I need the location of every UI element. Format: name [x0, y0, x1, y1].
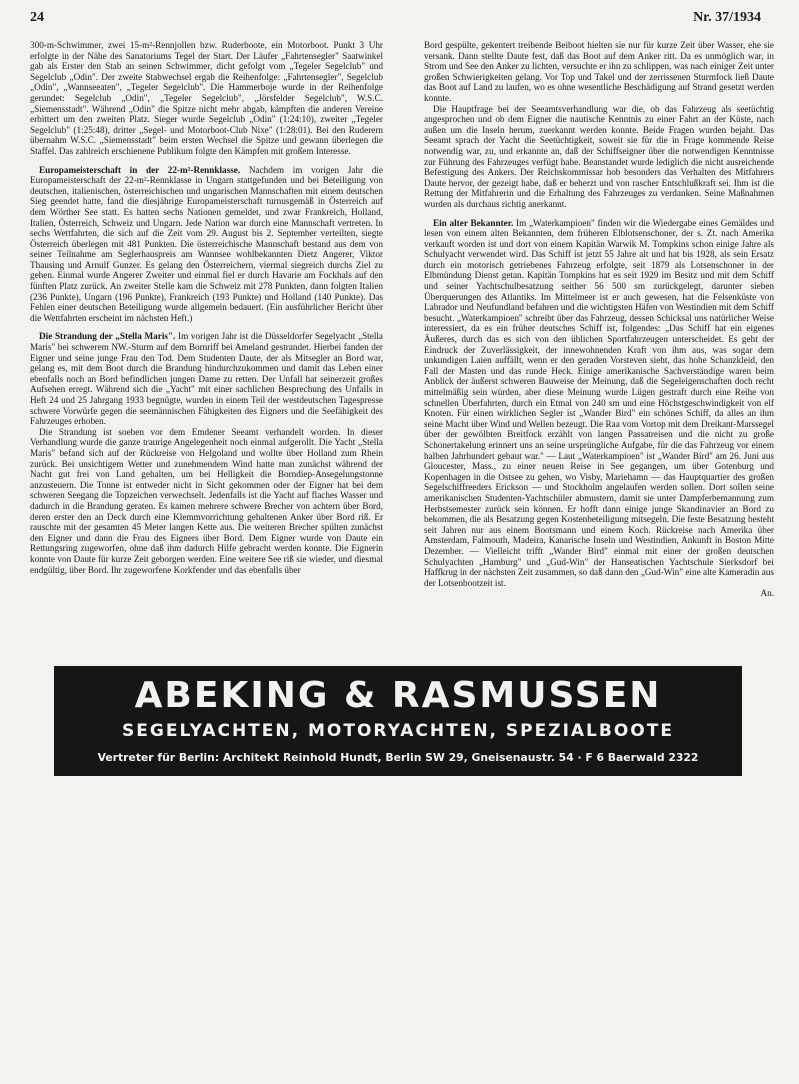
page-header	[30, 8, 761, 30]
section-text: Im vorigen Jahr ist die Düsseldorfer Segelyacht „Stella Maris" bei schwerem NW.-Sturm auf dem Bornriff bei Ameland gestrandet. Hierbei fanden der Eigner und seine junge Frau den Tod. Dem Studenten Daute, der als Mitsegler an Bord war, gelang es, mit dem Boot durch die Brandung hindurchzukommen und damit das Leben einer ebenfalls noch an Bord befindlichen jungen Dame zu retten. Der Unfall hat seinerzeit großes Aufsehen erregt. Während sich die „Yacht" mit einer sachlichen Besprechung des Unfalls in Heft 24 und 25 Jahrgang 1933 begnügte, wurden in einem Teil der westdeutschen Tagespresse schwere Vorwürfe gegen die seemännischen Fähigkeiten des Eigners und die Seefähigkeit des Fahrzeuges erhoben.	[30, 331, 383, 427]
section-text: Im „Waterkampioen" finden wir die Wiedergabe eines Gemäldes und lesen von einem alten Bekannten, dem früheren Elblotsenschoner, der s. Zt. nach Amerika verkauft worden ist und dort von einem Kapitän Warwik M. Tompkins schon einige Jahre als Schulyacht verwendet wird. Das Schiff ist jetzt 55 Jahre alt und hat bis 1928, als sein Ersatz durch ein motorisch getriebenes Fahrzeug erfolgte, seit 1879 als Lotsenschoner in der Elbmündung Dienst getan. Kapitän Tompkins hat es seit 1929 im Besitz und mit dem Schiff und seiner Yachtschulbesatzung seither 56 500 sm zurückgelegt, darunter sieben Überquerungen des Atlantiks. Im Mittelmeer ist er auch gewesen, hat die Felsenküste von Labrador und Neufundland befahren und die wichtigsten Häfen von Westindien mit dem Schiff besucht. „Waterkampioen" schreibt über das Fahrzeug, dessen Schicksal uns natürlicher Weise interessiert, da es ein früher deutsches Schiff ist, folgendes: „Das Schiff hat ein eigenes Äußeres, durch das es sich von den üblichen Sportfahrzeugen unterscheidet. Es geht der Eindruck der Zuverlässigkeit, der innewohnenden Kraft von ihm aus, was sogar dem unkundigen Laien auffällt, wenn er den geraden Vorsteven sieht, das hohe Schanzkleid, den Fall der Masten und das runde Heck. Einige amerikanische Sachverständige waren beim Anblick der äußerst schweren Bauweise der Meinung, daß die Segeleigenschaften doch recht mittelmäßig sein würden, aber diese Meinung wurde Lügen gestraft durch eine Reihe von schnellen Überfahrten, durch ein Etmal von 240 sm und eine Höchstgeschwindigkeit von elf Knoten. Für einen wirklichen Segler ist „Wander Bird" ein schönes Schiff, da alles an ihm seine Macht über Wind und Wellen bezeugt. Die Raa vom Vortop mit dem Dreikant-Marssegel über der gewölbten Breitfock erzählt von langen Passatreisen und die nicht zu große Schonertakelung erinnert uns an seine ursprüngliche Aufgabe, für die das Fahrzeug vor einem halben Jahrhundert gebaut war." — Laut „Waterkampioen" ist „Wander Bird" am 26. Juni aus Gloucester, Mass., zu einer neuen Reise in See gegangen, um über Gotenburg und Kopenhagen in die Ostsee zu gehen, wo Visby, Mariehamn — das Hauptquartier des großen Segelschiffreeders Erickson — und Stockholm angelaufen werden sollen. Dort sollen seine amerikanischen Studenten-Yachtschüler abmustern, damit sie unter Dampferbemannung zum Herbstsemester zurück sein können. Er hofft dann einige junge Skandinavier an Bord zu bekommen, die als Besatzung gegen Kostenbeteiligung mitsegeln. Die feste Besatzung besteht seit Jahren nur aus einem Bootsmann und einem Koch. Rückreise nach Amerika über Amsterdam, Falmouth, Madeira, Kanarische Inseln und Westindien, Ankunft in Boston Mitte Dezember. — Vielleicht trifft „Wander Bird" einmal mit einer der großen deutschen Schulyachten „Hamburg" und „Gud-Win" der Hanseatischen Yachtschule Sierksdorf bei Haffkrug in der nächsten Zeit zusammen, so daß dann den „Gud-Win" eine alte Kameradin aus der Lotsenbootzeit ist.	[424, 217, 774, 588]
article-paragraph	[424, 218, 774, 589]
article-paragraph: Die Hauptfrage bei der Seeamtsverhandlung war die, ob das Fahrzeug als seetüchtig angesprochen und ob dem Eigner die nautische Kenntnis zu einer Fahrt an der Küste, nach außen um die Inseln herum, zuerkannt werden konnte. Beide Fragen wurden bejaht. Das Seeamt sprach der Yacht die Seetüchtigkeit, soweit sie für die in Frage kommende Reise notwendig war, zu, und erkannte an, daß der Schiffseigner über die notwendigen Kenntnisse zur Führung des Fahrzeuges verfügt habe. Beanstandet wurde lediglich die nicht ausreichende Befestigung des Ankers. Der Reichskommissar hob besonders das Verhalten des Mitfahrers Daute hervor, der gezeigt habe, daß er beherzt und von rascher Entschlußkraft sei. Ihm ist die Rettung der Mitfahrerin und die Erhaltung des Fahrzeuges zu verdanken. Seine Maßnahmen wurden als durchaus richtig anerkannt.	[424, 103, 774, 209]
page-number: 24	[30, 10, 44, 25]
author-signature: An.	[760, 588, 774, 599]
section-text: Nachdem im vorigen Jahr die Europameisterschaft der 22-m²-Rennklasse in Ungarn stattgefunden und bei Beteiligung von deutschen, italienischen, österreichischen und ungarischen Mannschaften mit einem deutschen Sieg geendet hatte, fand die diesjährige Europameisterschaft turnusgemäß in Österreich auf dem Wörther See statt. Es hatten sechs Nationen gemeldet, und zwar Frankreich, Holland, Italien, Österreich, Schweiz und Ungarn. Jede Nation war durch eine Mannschaft vertreten. In sechs Wettfahrten, die sich auf die Zeit vom 29. August bis 2. September verteilten, siegte Österreich überlegen mit 481 Punkten. Die österreichische Mannschaft bestand aus dem von seiner Teilnahme am Seglerhauspreis am Wannsee wohlbekannten Dietz Angerer, Viktor Thausing und Arnulf Gunzer. Es gelang den Österreichern, viermal siegreich durchs Ziel zu gehen. Einmal wurde Angerer Zweiter und einmal fiel er durch Havarie am Fockhals auf den fünften Platz zurück. An zweiter Stelle kam die Schweiz mit 278 Punkten, dann folgten Italien (236 Punkte), Ungarn (196 Punkte), Frankreich (193 Punkte) und Holland (140 Punkte). Das Fehlen einer deutschen Beteiligung wurde allgemein bedauert. (Ein ausführlicher Bericht über die Wettfahrten erscheint im nächsten Heft.)	[30, 164, 383, 323]
advertisement-banner	[54, 666, 742, 776]
left-column	[30, 40, 383, 650]
right-column	[424, 40, 774, 650]
section-heading: Die Strandung der „Stella Maris".	[39, 331, 176, 342]
ad-brand: ABEKING & RASMUSSEN	[134, 675, 662, 716]
article-paragraph	[30, 165, 383, 324]
article-paragraph	[30, 331, 383, 426]
section-heading: Ein alter Bekannter.	[433, 217, 514, 228]
article-paragraph: Die Strandung ist soeben vor dem Emdener Seeamt verhandelt worden. In dieser Verhandlung wurde die ganze traurige Angelegenheit noch einmal aufgerollt. Die Yacht „Stella Maris" befand sich auf der Rückreise von Helgoland und wollte über Holland zum Rhein zurück. Bei unsichtigem Wetter und zunehmendem Wind hatte man zunächst während der Nacht gut frei von Land gehalten, um bei Helligkeit die Borndiep-Ansegelungstonne anzusteuern. Die Tonne ist entweder nicht in Sicht gekommen oder der Eigner hat bei dem schweren Seegang die Topzeichen verwechselt. Jedenfalls ist die Yacht auf flaches Wasser und dadurch in die Brandung geraten. Es kamen mehrere schwere Brecher von achtern über Bord, deren erster den an Deck durch eine Klemmvorrichtung gehaltenen Anker über Bord riß. Er rauschte mit der gesamten 45 Meter langen Kette aus. Die weiteren Brecher spülten zunächst den Eigner und dann die Frau des Eigners über Bord. Dem Eigner wurde von Daute ein Rettungsring zugeworfen, ohne daß ihm dadurch Hilfe gebracht werden konnte. Die Eignerin konnte von Daute für kurze Zeit geborgen werden. Eine weitere See riß sie wieder, und diesmal endgültig, über Bord. Ihr zugeworfene Korkfender und das ebenfalls über	[30, 426, 383, 575]
issue-number: Nr. 37/1934	[693, 10, 761, 25]
ad-contact: Vertreter für Berlin: Architekt Reinhold Hundt, Berlin SW 29, Gneisenaustr. 54 · F 6 Baerwald 2322	[97, 751, 699, 764]
ad-tagline: SEGELYACHTEN, MOTORYACHTEN, SPEZIALBOOTE	[122, 721, 674, 741]
article-paragraph: 300-m-Schwimmer, zwei 15-m²-Rennjollen bzw. Ruderboote, ein Motorboot. Punkt 3 Uhr erfolgte in der Nähe des Sanatoriums Tegel der Start. Der Läufer „Fahrtensegler" Saatwinkel gab als Erster den Stab an seinen Schwimmer, dicht gefolgt vom „Tegeler Segelclub" und Segelclub „Odin". Der zweite Stabwechsel ergab die Reihenfolge: „Fahrtensegler", Segelclub „Odin", „Wannseeaten", „Tegeler Segelclub". Die Hammerboje wurde in der Reihenfolge gerundet: Segelclub „Odin", „Tegeler Segelclub", „Jörsfelder Segelclub", W.S.C. „Siemensstadt". Während „Odin" die Spitze nicht mehr abgab, kämpften die anderen Vereine erbittert um den zweiten Platz. Sieger wurde Segelclub „Odin" (1:24:10), zweiter „Tegeler Segelclub" (1:25:48), dritter „Segel- und Motorboot-Club Nixe" (1:28:01). Bei den Ruderern übernahm W.S.C. „Siemensstadt" beim ersten Wechsel die Spitze und gewann überlegen die Staffel. Das zahlreich erschienene Publikum folgte den Kämpfen mit großem Interesse.	[30, 40, 383, 156]
section-heading: Europameisterschaft in der 22-m²-Rennklasse.	[39, 164, 241, 175]
article-paragraph: Bord gespülte, gekentert treibende Beiboot hielten sie nur für kurze Zeit über Wasser, ehe sie versank. Dann stellte Daute fest, daß das Boot auf dem Anker ritt. Da es unmöglich war, in Strom und See den Anker zu lichten, versuchte er ihn zu schlippen, was nach einiger Zeit unter großen Schwierigkeiten gelang. Vor Top und Takel und der zerrissenen Sturmfock ließ Daute das Boot auf Land zu laufen, wo es ohne wesentliche Beschädigung auf Strand gesetzt werden konnte.	[424, 40, 774, 103]
